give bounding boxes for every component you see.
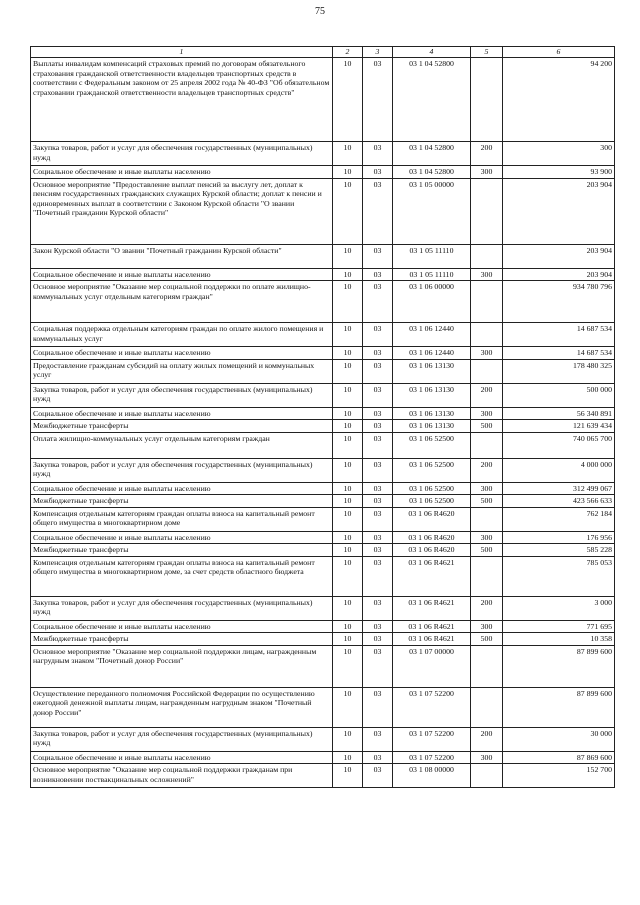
cell-amount: 934 780 796 — [503, 281, 615, 323]
cell-expense-type — [471, 507, 503, 531]
table-row — [31, 687, 615, 727]
cell-name: Социальное обеспечение и иные выплаты населению — [31, 268, 333, 281]
cell-subsection: 03 — [363, 727, 393, 751]
table-row — [31, 544, 615, 557]
cell-name: Основное мероприятие "Предоставление выплат пенсий за выслугу лет, доплат к пенсиям государственных гражданских служащих Курской области; доплат к пенсии и единовременных выплат в соответствии с Законом Курской области "О звании "Почетный гражданин Курской области" — [31, 178, 333, 244]
cell-section: 10 — [333, 432, 363, 458]
cell-expense-type — [471, 323, 503, 347]
cell-amount: 423 566 633 — [503, 495, 615, 508]
cell-section: 10 — [333, 281, 363, 323]
table-body — [31, 58, 615, 788]
cell-subsection: 03 — [363, 281, 393, 323]
cell-subsection: 03 — [363, 687, 393, 727]
cell-section: 10 — [333, 531, 363, 544]
table-row — [31, 432, 615, 458]
cell-expense-type: 300 — [471, 531, 503, 544]
cell-expense-type — [471, 359, 503, 383]
cell-target-article: 03 1 06 52500 — [393, 458, 471, 482]
cell-subsection: 03 — [363, 596, 393, 620]
page-number: 75 — [315, 6, 325, 17]
table-row — [31, 727, 615, 751]
cell-target-article: 03 1 05 00000 — [393, 178, 471, 244]
cell-subsection: 03 — [363, 458, 393, 482]
cell-amount: 500 000 — [503, 383, 615, 407]
cell-amount: 3 000 — [503, 596, 615, 620]
cell-target-article: 03 1 06 R4621 — [393, 620, 471, 633]
cell-name: Компенсация отдельным категориям граждан оплаты взноса на капитальный ремонт общего имущества в многоквартирном доме, за счет средств областного бюджета — [31, 556, 333, 596]
table-row — [31, 407, 615, 420]
cell-subsection: 03 — [363, 359, 393, 383]
table-row — [31, 633, 615, 646]
cell-expense-type: 300 — [471, 166, 503, 179]
cell-name: Социальное обеспечение и иные выплаты населению — [31, 620, 333, 633]
cell-section: 10 — [333, 407, 363, 420]
column-header-amount: 6 — [503, 47, 615, 58]
cell-section: 10 — [333, 268, 363, 281]
cell-name: Социальное обеспечение и иные выплаты населению — [31, 407, 333, 420]
cell-target-article: 03 1 06 R4620 — [393, 544, 471, 557]
cell-expense-type — [471, 432, 503, 458]
cell-section: 10 — [333, 323, 363, 347]
cell-subsection: 03 — [363, 142, 393, 166]
table-row — [31, 531, 615, 544]
cell-target-article: 03 1 07 52200 — [393, 727, 471, 751]
cell-amount: 87 869 600 — [503, 751, 615, 764]
cell-section: 10 — [333, 58, 363, 142]
cell-amount: 87 899 600 — [503, 687, 615, 727]
cell-expense-type: 300 — [471, 268, 503, 281]
cell-target-article: 03 1 07 00000 — [393, 645, 471, 687]
cell-subsection: 03 — [363, 620, 393, 633]
cell-subsection: 03 — [363, 482, 393, 495]
cell-expense-type: 200 — [471, 458, 503, 482]
cell-target-article: 03 1 08 00000 — [393, 764, 471, 788]
cell-amount: 203 904 — [503, 178, 615, 244]
cell-amount: 203 904 — [503, 244, 615, 268]
table-row — [31, 323, 615, 347]
cell-expense-type — [471, 178, 503, 244]
cell-subsection: 03 — [363, 178, 393, 244]
table-row — [31, 507, 615, 531]
cell-subsection: 03 — [363, 347, 393, 360]
cell-name: Межбюджетные трансферты — [31, 633, 333, 646]
table-row — [31, 764, 615, 788]
cell-name: Социальная поддержка отдельным категориям граждан по оплате жилого помещения и коммунальных услуг — [31, 323, 333, 347]
cell-section: 10 — [333, 556, 363, 596]
cell-expense-type — [471, 281, 503, 323]
cell-target-article: 03 1 06 52500 — [393, 432, 471, 458]
cell-section: 10 — [333, 244, 363, 268]
cell-amount: 585 228 — [503, 544, 615, 557]
cell-target-article: 03 1 05 11110 — [393, 268, 471, 281]
cell-target-article: 03 1 07 52200 — [393, 751, 471, 764]
cell-section: 10 — [333, 383, 363, 407]
cell-amount: 87 899 600 — [503, 645, 615, 687]
cell-target-article: 03 1 06 12440 — [393, 347, 471, 360]
cell-target-article: 03 1 06 R4620 — [393, 507, 471, 531]
cell-target-article: 03 1 06 R4620 — [393, 531, 471, 544]
cell-section: 10 — [333, 507, 363, 531]
table-row — [31, 495, 615, 508]
cell-subsection: 03 — [363, 323, 393, 347]
cell-name: Закупка товаров, работ и услуг для обеспечения государственных (муниципальных) нужд — [31, 142, 333, 166]
cell-amount: 56 340 891 — [503, 407, 615, 420]
cell-name: Закупка товаров, работ и услуг для обеспечения государственных (муниципальных) нужд — [31, 596, 333, 620]
cell-expense-type: 300 — [471, 751, 503, 764]
table-row — [31, 244, 615, 268]
cell-subsection: 03 — [363, 751, 393, 764]
cell-name: Социальное обеспечение и иные выплаты населению — [31, 531, 333, 544]
cell-subsection: 03 — [363, 432, 393, 458]
table-row — [31, 482, 615, 495]
cell-name: Социальное обеспечение и иные выплаты населению — [31, 482, 333, 495]
cell-name: Оплата жилищно-коммунальных услуг отдельным категориям граждан — [31, 432, 333, 458]
cell-target-article: 03 1 07 52200 — [393, 687, 471, 727]
cell-subsection: 03 — [363, 556, 393, 596]
cell-target-article: 03 1 06 R4621 — [393, 556, 471, 596]
cell-section: 10 — [333, 420, 363, 433]
cell-target-article: 03 1 06 R4621 — [393, 596, 471, 620]
cell-name: Социальное обеспечение и иные выплаты населению — [31, 347, 333, 360]
cell-expense-type — [471, 687, 503, 727]
cell-section: 10 — [333, 178, 363, 244]
cell-section: 10 — [333, 687, 363, 727]
cell-name: Основное мероприятие "Оказание мер социальной поддержки гражданам при возникновении поствакцинальных осложнений" — [31, 764, 333, 788]
cell-expense-type — [471, 556, 503, 596]
cell-amount: 300 — [503, 142, 615, 166]
table-row — [31, 420, 615, 433]
cell-target-article: 03 1 06 52500 — [393, 482, 471, 495]
cell-name: Межбюджетные трансферты — [31, 495, 333, 508]
cell-expense-type — [471, 645, 503, 687]
cell-section: 10 — [333, 458, 363, 482]
cell-name: Закупка товаров, работ и услуг для обеспечения государственных (муниципальных) нужд — [31, 383, 333, 407]
table-row — [31, 751, 615, 764]
cell-expense-type: 500 — [471, 420, 503, 433]
cell-section: 10 — [333, 359, 363, 383]
cell-target-article: 03 1 06 13130 — [393, 359, 471, 383]
cell-expense-type — [471, 244, 503, 268]
cell-amount: 785 053 — [503, 556, 615, 596]
cell-expense-type: 500 — [471, 495, 503, 508]
cell-amount: 4 000 000 — [503, 458, 615, 482]
table-row — [31, 268, 615, 281]
cell-section: 10 — [333, 544, 363, 557]
table-row — [31, 281, 615, 323]
cell-amount: 203 904 — [503, 268, 615, 281]
cell-section: 10 — [333, 751, 363, 764]
table-row — [31, 347, 615, 360]
cell-subsection: 03 — [363, 58, 393, 142]
table-row — [31, 166, 615, 179]
cell-amount: 121 639 434 — [503, 420, 615, 433]
column-header-subsection: 3 — [363, 47, 393, 58]
cell-target-article: 03 1 05 11110 — [393, 244, 471, 268]
cell-subsection: 03 — [363, 507, 393, 531]
cell-section: 10 — [333, 764, 363, 788]
cell-name: Компенсация отдельным категориям граждан оплаты взноса на капитальный ремонт общего имущества в многоквартирном доме — [31, 507, 333, 531]
cell-expense-type: 300 — [471, 620, 503, 633]
column-header-name: 1 — [31, 47, 333, 58]
cell-amount: 152 700 — [503, 764, 615, 788]
cell-amount: 771 695 — [503, 620, 615, 633]
cell-name: Закон Курской области "О звании "Почетный гражданин Курской области" — [31, 244, 333, 268]
cell-amount: 178 480 325 — [503, 359, 615, 383]
cell-name: Межбюджетные трансферты — [31, 420, 333, 433]
cell-subsection: 03 — [363, 495, 393, 508]
cell-section: 10 — [333, 142, 363, 166]
column-header-target-article: 4 — [393, 47, 471, 58]
cell-subsection: 03 — [363, 244, 393, 268]
cell-subsection: 03 — [363, 764, 393, 788]
cell-amount: 312 499 067 — [503, 482, 615, 495]
cell-name: Основное мероприятие "Оказание мер социальной поддержки лицам, награжденным нагрудным знаком "Почетный донор России" — [31, 645, 333, 687]
table-row — [31, 178, 615, 244]
cell-subsection: 03 — [363, 645, 393, 687]
cell-section: 10 — [333, 727, 363, 751]
cell-expense-type — [471, 58, 503, 142]
table-row — [31, 556, 615, 596]
cell-subsection: 03 — [363, 407, 393, 420]
cell-subsection: 03 — [363, 544, 393, 557]
cell-subsection: 03 — [363, 531, 393, 544]
cell-amount: 10 358 — [503, 633, 615, 646]
cell-subsection: 03 — [363, 633, 393, 646]
cell-name: Межбюджетные трансферты — [31, 544, 333, 557]
cell-target-article: 03 1 06 13130 — [393, 383, 471, 407]
cell-target-article: 03 1 06 12440 — [393, 323, 471, 347]
cell-expense-type: 200 — [471, 142, 503, 166]
cell-expense-type: 500 — [471, 633, 503, 646]
cell-name: Закупка товаров, работ и услуг для обеспечения государственных (муниципальных) нужд — [31, 458, 333, 482]
cell-name: Закупка товаров, работ и услуг для обеспечения государственных (муниципальных) нужд — [31, 727, 333, 751]
table-row — [31, 142, 615, 166]
cell-expense-type: 300 — [471, 347, 503, 360]
cell-section: 10 — [333, 482, 363, 495]
column-header-expense-type: 5 — [471, 47, 503, 58]
cell-target-article: 03 1 06 R4621 — [393, 633, 471, 646]
cell-expense-type: 200 — [471, 596, 503, 620]
cell-target-article: 03 1 06 13130 — [393, 407, 471, 420]
table-header-row — [31, 47, 615, 58]
cell-amount: 176 956 — [503, 531, 615, 544]
cell-section: 10 — [333, 645, 363, 687]
cell-expense-type: 300 — [471, 482, 503, 495]
cell-expense-type: 300 — [471, 407, 503, 420]
cell-name: Выплаты инвалидам компенсаций страховых премий по договорам обязательного страхования гражданской ответственности владельцев транспортных средств в соответствии с Федеральным законом от 25 апреля 2002 года № 40-ФЗ "Об обязательном страховании гражданской ответственности владельцев транспортных средств" — [31, 58, 333, 142]
cell-amount: 740 065 700 — [503, 432, 615, 458]
cell-name: Основное мероприятие "Оказание мер социальной поддержки по оплате жилищно-коммунальных услуг отдельным категориям граждан" — [31, 281, 333, 323]
cell-target-article: 03 1 04 52800 — [393, 58, 471, 142]
cell-expense-type — [471, 764, 503, 788]
cell-subsection: 03 — [363, 268, 393, 281]
cell-name: Социальное обеспечение и иные выплаты населению — [31, 166, 333, 179]
cell-subsection: 03 — [363, 166, 393, 179]
cell-amount: 14 687 534 — [503, 323, 615, 347]
cell-amount: 14 687 534 — [503, 347, 615, 360]
cell-subsection: 03 — [363, 420, 393, 433]
table-row — [31, 359, 615, 383]
cell-target-article: 03 1 04 52800 — [393, 142, 471, 166]
cell-name: Социальное обеспечение и иные выплаты населению — [31, 751, 333, 764]
cell-section: 10 — [333, 347, 363, 360]
table-row — [31, 383, 615, 407]
cell-section: 10 — [333, 620, 363, 633]
cell-section: 10 — [333, 495, 363, 508]
cell-target-article: 03 1 06 00000 — [393, 281, 471, 323]
cell-section: 10 — [333, 596, 363, 620]
table-row — [31, 645, 615, 687]
table-row — [31, 58, 615, 142]
budget-table — [30, 46, 615, 788]
cell-expense-type: 200 — [471, 727, 503, 751]
cell-subsection: 03 — [363, 383, 393, 407]
cell-target-article: 03 1 06 52500 — [393, 495, 471, 508]
cell-name: Осуществление переданного полномочия Российской Федерации по осуществлению ежегодной денежной выплаты лицам, награжденным нагрудным знаком "Почетный донор России" — [31, 687, 333, 727]
table-row — [31, 458, 615, 482]
column-header-section: 2 — [333, 47, 363, 58]
cell-name: Предоставление гражданам субсидий на оплату жилых помещений и коммунальных услуг — [31, 359, 333, 383]
table-row — [31, 620, 615, 633]
cell-target-article: 03 1 06 13130 — [393, 420, 471, 433]
cell-expense-type: 500 — [471, 544, 503, 557]
cell-section: 10 — [333, 633, 363, 646]
cell-amount: 94 200 — [503, 58, 615, 142]
cell-section: 10 — [333, 166, 363, 179]
cell-expense-type: 200 — [471, 383, 503, 407]
cell-target-article: 03 1 04 52800 — [393, 166, 471, 179]
cell-amount: 30 000 — [503, 727, 615, 751]
cell-amount: 93 900 — [503, 166, 615, 179]
cell-amount: 762 184 — [503, 507, 615, 531]
table-row — [31, 596, 615, 620]
